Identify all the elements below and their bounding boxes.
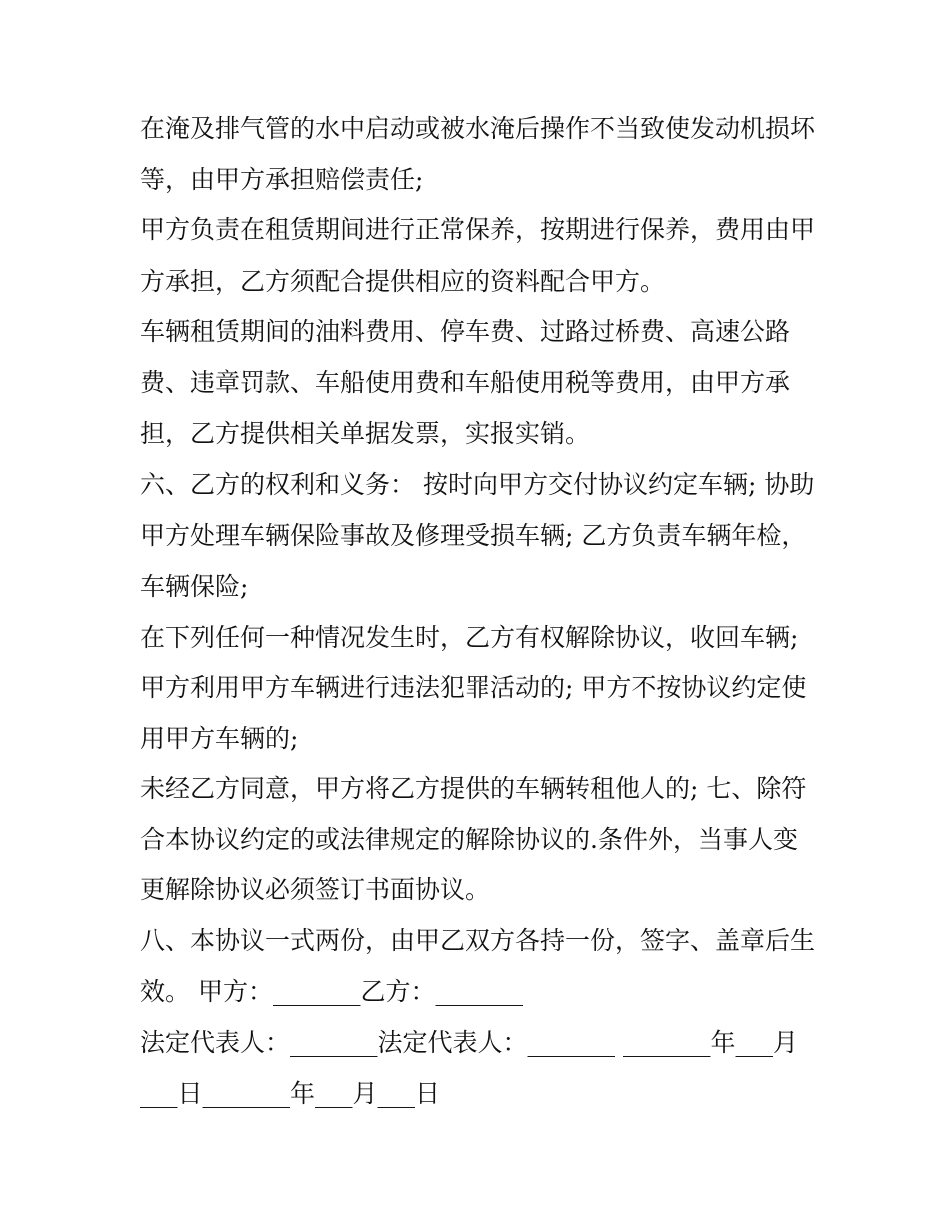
text-line: 未经乙方同意，甲方将乙方提供的车辆转租他人的; 七、除符	[140, 774, 807, 803]
text-line: 合本协议约定的或法律规定的解除协议的.条件外，当事人变	[140, 825, 798, 854]
text-line: 法定代表人：_______法定代表人：_______ _______年___月	[140, 1028, 798, 1057]
text-line: 在淹及排气管的水中启动或被水淹后操作不当致使发动机损坏	[140, 114, 816, 143]
text-line: 甲方利用甲方车辆进行违法犯罪活动的; 甲方不按协议约定使	[140, 673, 807, 702]
text-line: 等，由甲方承担赔偿责任;	[140, 165, 424, 194]
text-line: 效。 甲方：_______乙方：_______	[140, 977, 523, 1006]
text-line: 车辆租赁期间的油料费用、停车费、过路过桥费、高速公路	[140, 317, 791, 346]
text-line: 六、乙方的权利和义务： 按时向甲方交付协议约定车辆; 协助	[140, 470, 815, 499]
text-line: 更解除协议必须签订书面协议。	[140, 875, 491, 904]
text-line: 甲方处理车辆保险事故及修理受损车辆; 乙方负责车辆年检，	[140, 521, 807, 550]
text-line: 方承担，乙方须配合提供相应的资料配合甲方。	[140, 267, 666, 296]
text-line: 费、违章罚款、车船使用费和车船使用税等费用，由甲方承	[140, 368, 791, 397]
text-line: 甲方负责在租赁期间进行正常保养，按期进行保养，费用由甲	[140, 215, 816, 244]
text-line: 在下列任何一种情况发生时，乙方有权解除协议，收回车辆;	[140, 623, 799, 652]
text-line: 用甲方车辆的;	[140, 724, 299, 753]
text-line: 八、本协议一式两份，由甲乙双方各持一份，签字、盖章后生	[140, 926, 816, 955]
text-line: 车辆保险;	[140, 572, 249, 601]
text-line: 担，乙方提供相关单据发票，实报实销。	[140, 419, 591, 448]
text-line: ___日_______年___月___日	[140, 1079, 441, 1108]
